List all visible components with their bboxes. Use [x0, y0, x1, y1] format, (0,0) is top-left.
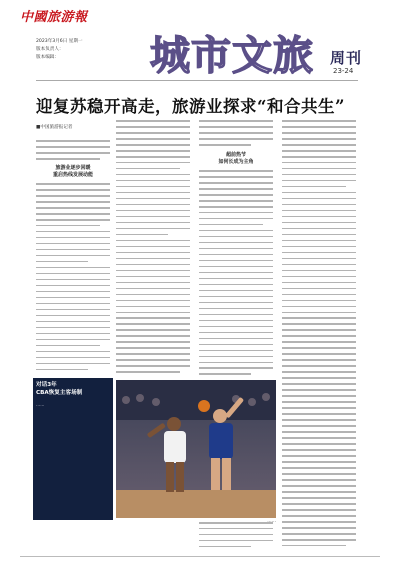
text-column-3b: [199, 170, 273, 379]
page-numbers: 23-24: [333, 67, 354, 75]
text-column-4: [282, 120, 356, 551]
issue-meta: [36, 38, 146, 62]
photo-caption: ……: [267, 519, 276, 524]
section-title: 城市文旅: [150, 32, 314, 79]
bottom-rule: [20, 556, 380, 557]
feature-title: 对话3年 CBA恢复主客场制: [36, 382, 83, 396]
masthead: [0, 0, 400, 88]
subhead-recovery: 旅游业逐步回暖 重启热线发展动能: [52, 165, 93, 178]
issue-date: 2023年3月6日 星期一: [36, 39, 83, 44]
text-column-3a: [199, 120, 273, 150]
byline: ■中国旅游报记者: [36, 125, 73, 130]
text-column-1b: [36, 183, 110, 375]
basketball-photo: [116, 380, 276, 518]
subhead-festival: 超前热节 如何长成为主角: [218, 152, 254, 165]
feature-text: ……: [36, 402, 45, 407]
page-editor-line-2: 版本编辑：: [36, 55, 59, 60]
newspaper-logo: 中國旅游報: [20, 10, 88, 25]
masthead-rule: [36, 80, 358, 81]
weekly-label: 周刊: [330, 49, 363, 67]
text-column-2: [116, 120, 190, 377]
text-column-1a: [36, 140, 110, 164]
page-editor-line: 版本负责人：: [36, 47, 64, 52]
page-headline: 迎复苏稳开高走，旅游业探求“和合共生”: [36, 97, 345, 116]
